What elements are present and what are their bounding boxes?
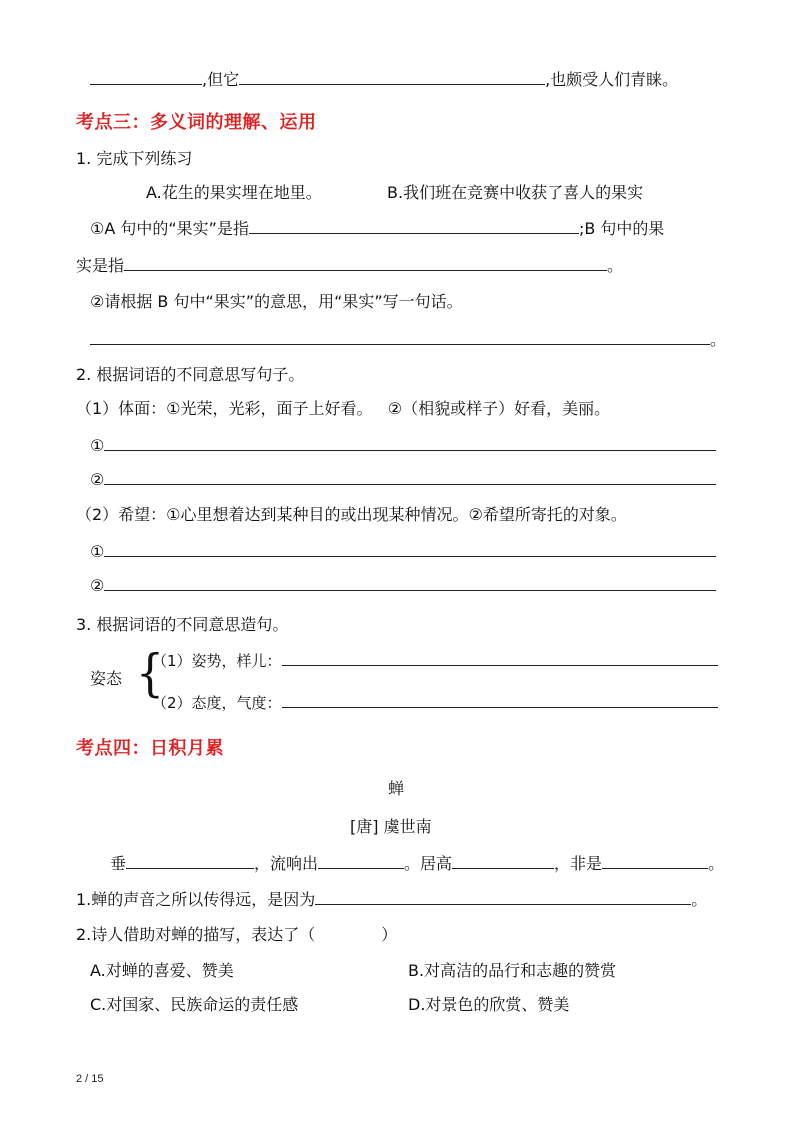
option-b[interactable]: B.对高洁的品行和志趣的赞赏 [408,961,617,980]
section-four-heading: 考点四：日积月累 [76,738,224,759]
answer-blank[interactable] [104,468,716,485]
zitai-def-2-label: （2）态度，气度： [152,694,282,712]
close-paren: ） [381,925,398,944]
answer-blank[interactable] [282,649,718,666]
q3-title: 3. 根据词语的不同意思造句。 [76,615,289,634]
answer-blank[interactable] [249,217,579,234]
period: 。 [691,890,708,909]
answer-blank[interactable] [239,68,545,85]
zitai-def-2 [152,691,718,713]
q1a-cont-line [76,254,623,276]
answer-blank[interactable] [124,254,607,271]
brace-icon: { [136,644,164,703]
option-a[interactable]: A.对蝉的喜爱、赞美 [90,961,234,980]
answer-blank[interactable] [104,434,716,451]
poem-q2 [76,924,397,946]
q2-title: 2. 根据词语的不同意思写句子。 [76,365,305,384]
sentence-b: B.我们班在竞赛中收获了喜人的果实 [387,183,644,202]
top-mid-text: ,但它 [202,70,240,89]
answer-blank[interactable] [90,328,710,345]
circled-one: ① [90,542,105,561]
answer-blank[interactable] [282,691,718,708]
poem-part-2: ，流响出 [254,854,319,873]
poem-part-4: ，非是 [554,854,603,873]
option-c[interactable]: C.对国家、民族命运的责任感 [90,995,299,1014]
poem-part-1: 垂 [110,854,127,873]
circled-two: ② [90,470,105,489]
q1b-answer-line [90,328,726,350]
answer-blank[interactable] [452,852,554,869]
option-d[interactable]: D.对景色的欣赏、赞美 [408,995,570,1014]
timian-answer-2 [90,468,716,490]
poem-title: 蝉 [388,779,405,798]
poem-fill-line [110,852,724,874]
top-fill-line [90,68,678,90]
page-number: 2 / 15 [76,1073,104,1085]
circled-two: ② [90,576,105,595]
timian-answer-1 [90,434,716,456]
q1a-mid: ;B 句中的果 [578,219,665,238]
circled-one: ① [90,436,105,455]
q1a-cont: 实是指 [76,256,125,275]
poem-q2-text: 2.诗人借助对蝉的描写，表达了（ [76,925,316,944]
section-three-heading: 考点三：多义词的理解、运用 [76,112,317,133]
sentence-a: A.花生的果实埋在地里。 [146,183,322,202]
word-timian-definition: （1）体面：①光荣，光彩，面子上好看。 ②（相貌或样子）好看，美丽。 [76,399,611,418]
poem-q1-text: 1.蝉的声音之所以传得远，是因为 [76,890,316,909]
answer-blank[interactable] [315,888,691,905]
poem-q1 [76,888,707,910]
answer-blank[interactable] [318,852,404,869]
xiwang-answer-1 [90,540,716,562]
q1a-line [90,217,664,239]
answer-blank[interactable] [104,540,716,557]
poem-part-5: 。 [708,854,725,873]
word-zitai: 姿态 [90,669,123,688]
q1-title: 1. 完成下列练习 [76,149,193,168]
zitai-def-1 [152,649,718,671]
answer-blank[interactable] [90,68,202,85]
poem-author: [唐] 虞世南 [350,817,432,836]
poem-part-3: 。居高 [404,854,453,873]
xiwang-answer-2 [90,574,716,596]
q1b-prompt: ②请根据 B 句中“果实”的意思，用“果实”写一句话。 [90,292,463,311]
answer-blank[interactable] [104,574,716,591]
word-xiwang-definition: （2）希望：①心里想着达到某种目的或出现某种情况。②希望所寄托的对象。 [76,505,627,524]
period: 。 [710,330,727,349]
top-end-text: ,也颇受人们青睐。 [545,70,679,89]
zitai-def-1-label: （1）姿势，样儿： [152,652,282,670]
answer-blank[interactable] [126,852,254,869]
period: 。 [607,256,624,275]
answer-blank[interactable] [602,852,708,869]
q1a-start: ①A 句中的“果实”是指 [90,219,249,238]
